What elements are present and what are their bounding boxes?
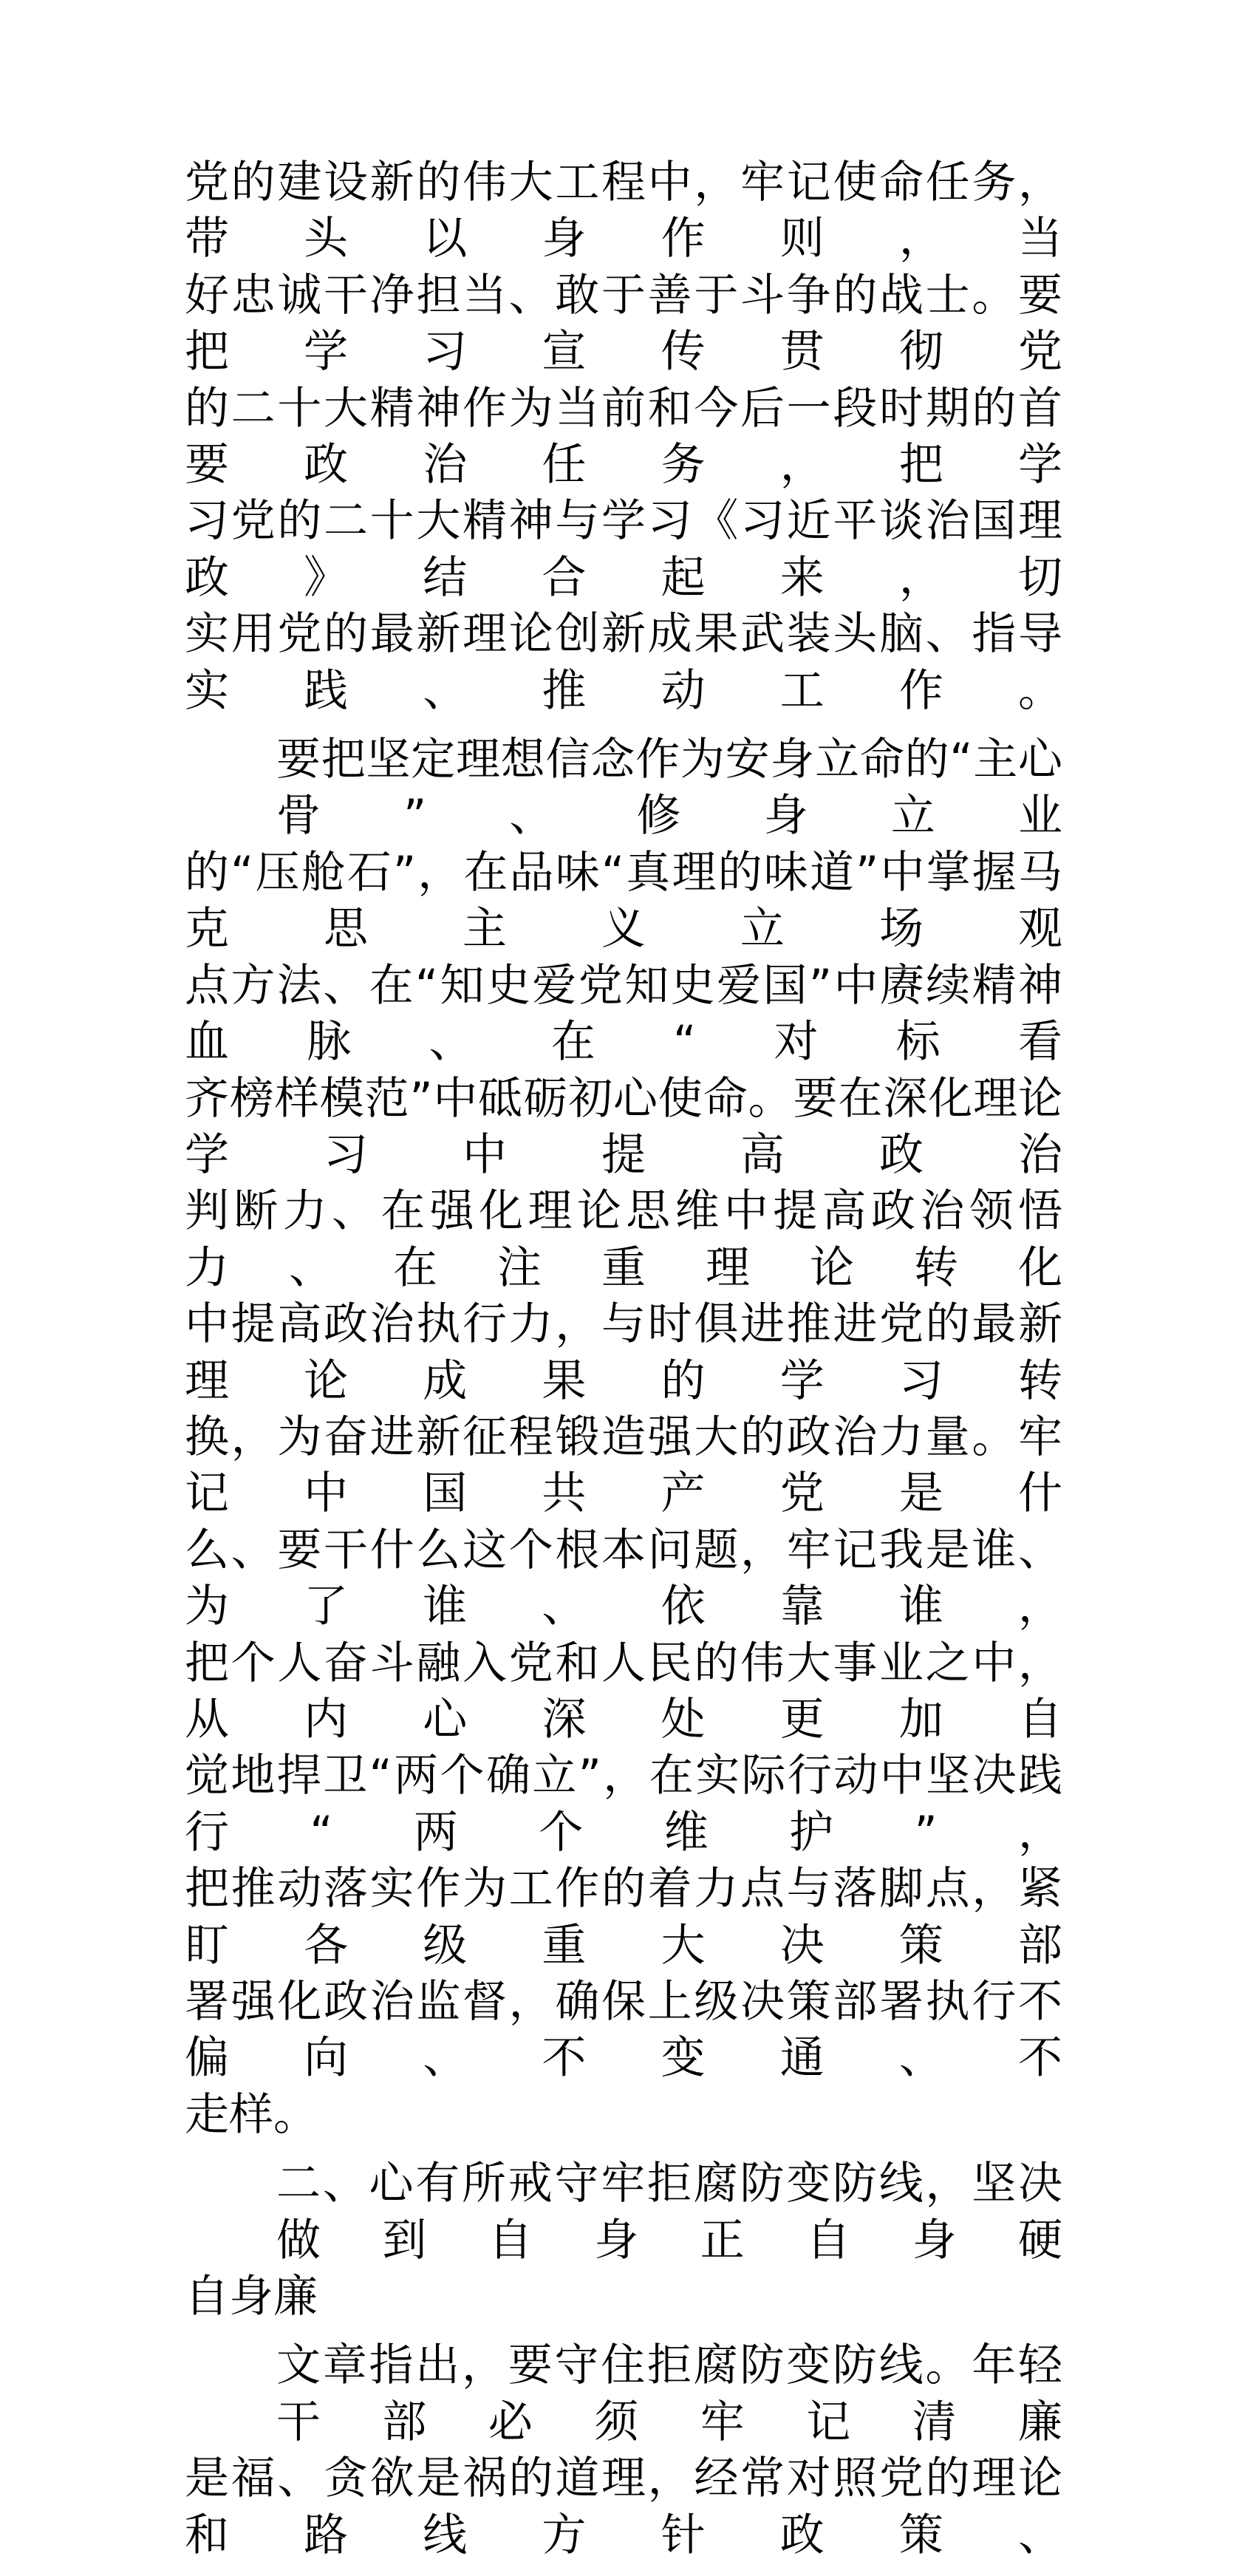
text-line: 走样。 — [185, 2088, 318, 2141]
heading-line: 自身廉 — [185, 2271, 318, 2323]
text-line: 的二十大精神作为当前和今后一段时期的首要政治任务，把学 — [185, 382, 1062, 491]
paragraph-1 — [185, 154, 1062, 719]
text-line: 要把坚定理想信念作为安身立命的“主心骨”、修身立业 — [276, 734, 1062, 842]
heading-line: 二、心有所戒守牢拒腐防变防线，坚决做到自身正自身硬 — [276, 2158, 1062, 2266]
text-line: 实用党的最新理论创新成果武装头脑、指导实践、推动工作。 — [185, 608, 1062, 717]
paragraph-2 — [185, 732, 1062, 2143]
text-line: 把个人奋斗融入党和人民的伟大事业之中，从内心深处更加自 — [185, 1637, 1062, 1745]
text-line: 好忠诚干净担当、敢于善于斗争的战士。要把学习宣传贯彻党 — [185, 269, 1062, 378]
text-line: 习党的二十大精神与学习《习近平谈治国理政》结合起来，切 — [185, 495, 1062, 604]
text-line: 觉地捍卫“两个确立”，在实际行动中坚决践行“两个维护”， — [185, 1750, 1062, 1858]
text-line: 判断力、在强化理论思维中提高政治领悟力、在注重理论转化 — [185, 1185, 1062, 1294]
text-line: 的“压舱石”，在品味“真理的味道”中掌握马克思主义立场观 — [185, 846, 1062, 955]
text-line: 署强化政治监督，确保上级决策部署执行不偏向、不变通、不 — [185, 1976, 1062, 2085]
text-line: 把推动落实作为工作的着力点与落脚点，紧盯各级重大决策部 — [185, 1863, 1062, 1972]
text-line: 是福、贪欲是祸的道理，经常对照党的理论和路线方针政策、 — [185, 2453, 1062, 2561]
text-line: 么、要干什么这个根本问题，牢记我是谁、为了谁、依靠谁， — [185, 1524, 1062, 1633]
paragraph-4 — [185, 2337, 1062, 2563]
text-line: 文章指出，要守住拒腐防变防线。年轻干部必须牢记清廉 — [276, 2340, 1062, 2448]
text-line: 齐榜样模范”中砥砺初心使命。要在深化理论学习中提高政治 — [185, 1072, 1062, 1181]
section-heading — [185, 2156, 1062, 2325]
text-line: 中提高政治执行力，与时俱进推进党的最新理论成果的学习转 — [185, 1298, 1062, 1407]
text-line: 点方法、在“知史爱党知史爱国”中赓续精神血脉、在“对标看 — [185, 959, 1062, 1069]
document-page — [185, 154, 1062, 2576]
text-line: 换，为奋进新征程锻造强大的政治力量。牢记中国共产党是什 — [185, 1411, 1062, 1520]
text-line: 党的建设新的伟大工程中，牢记使命任务，带头以身作则，当 — [185, 157, 1062, 265]
